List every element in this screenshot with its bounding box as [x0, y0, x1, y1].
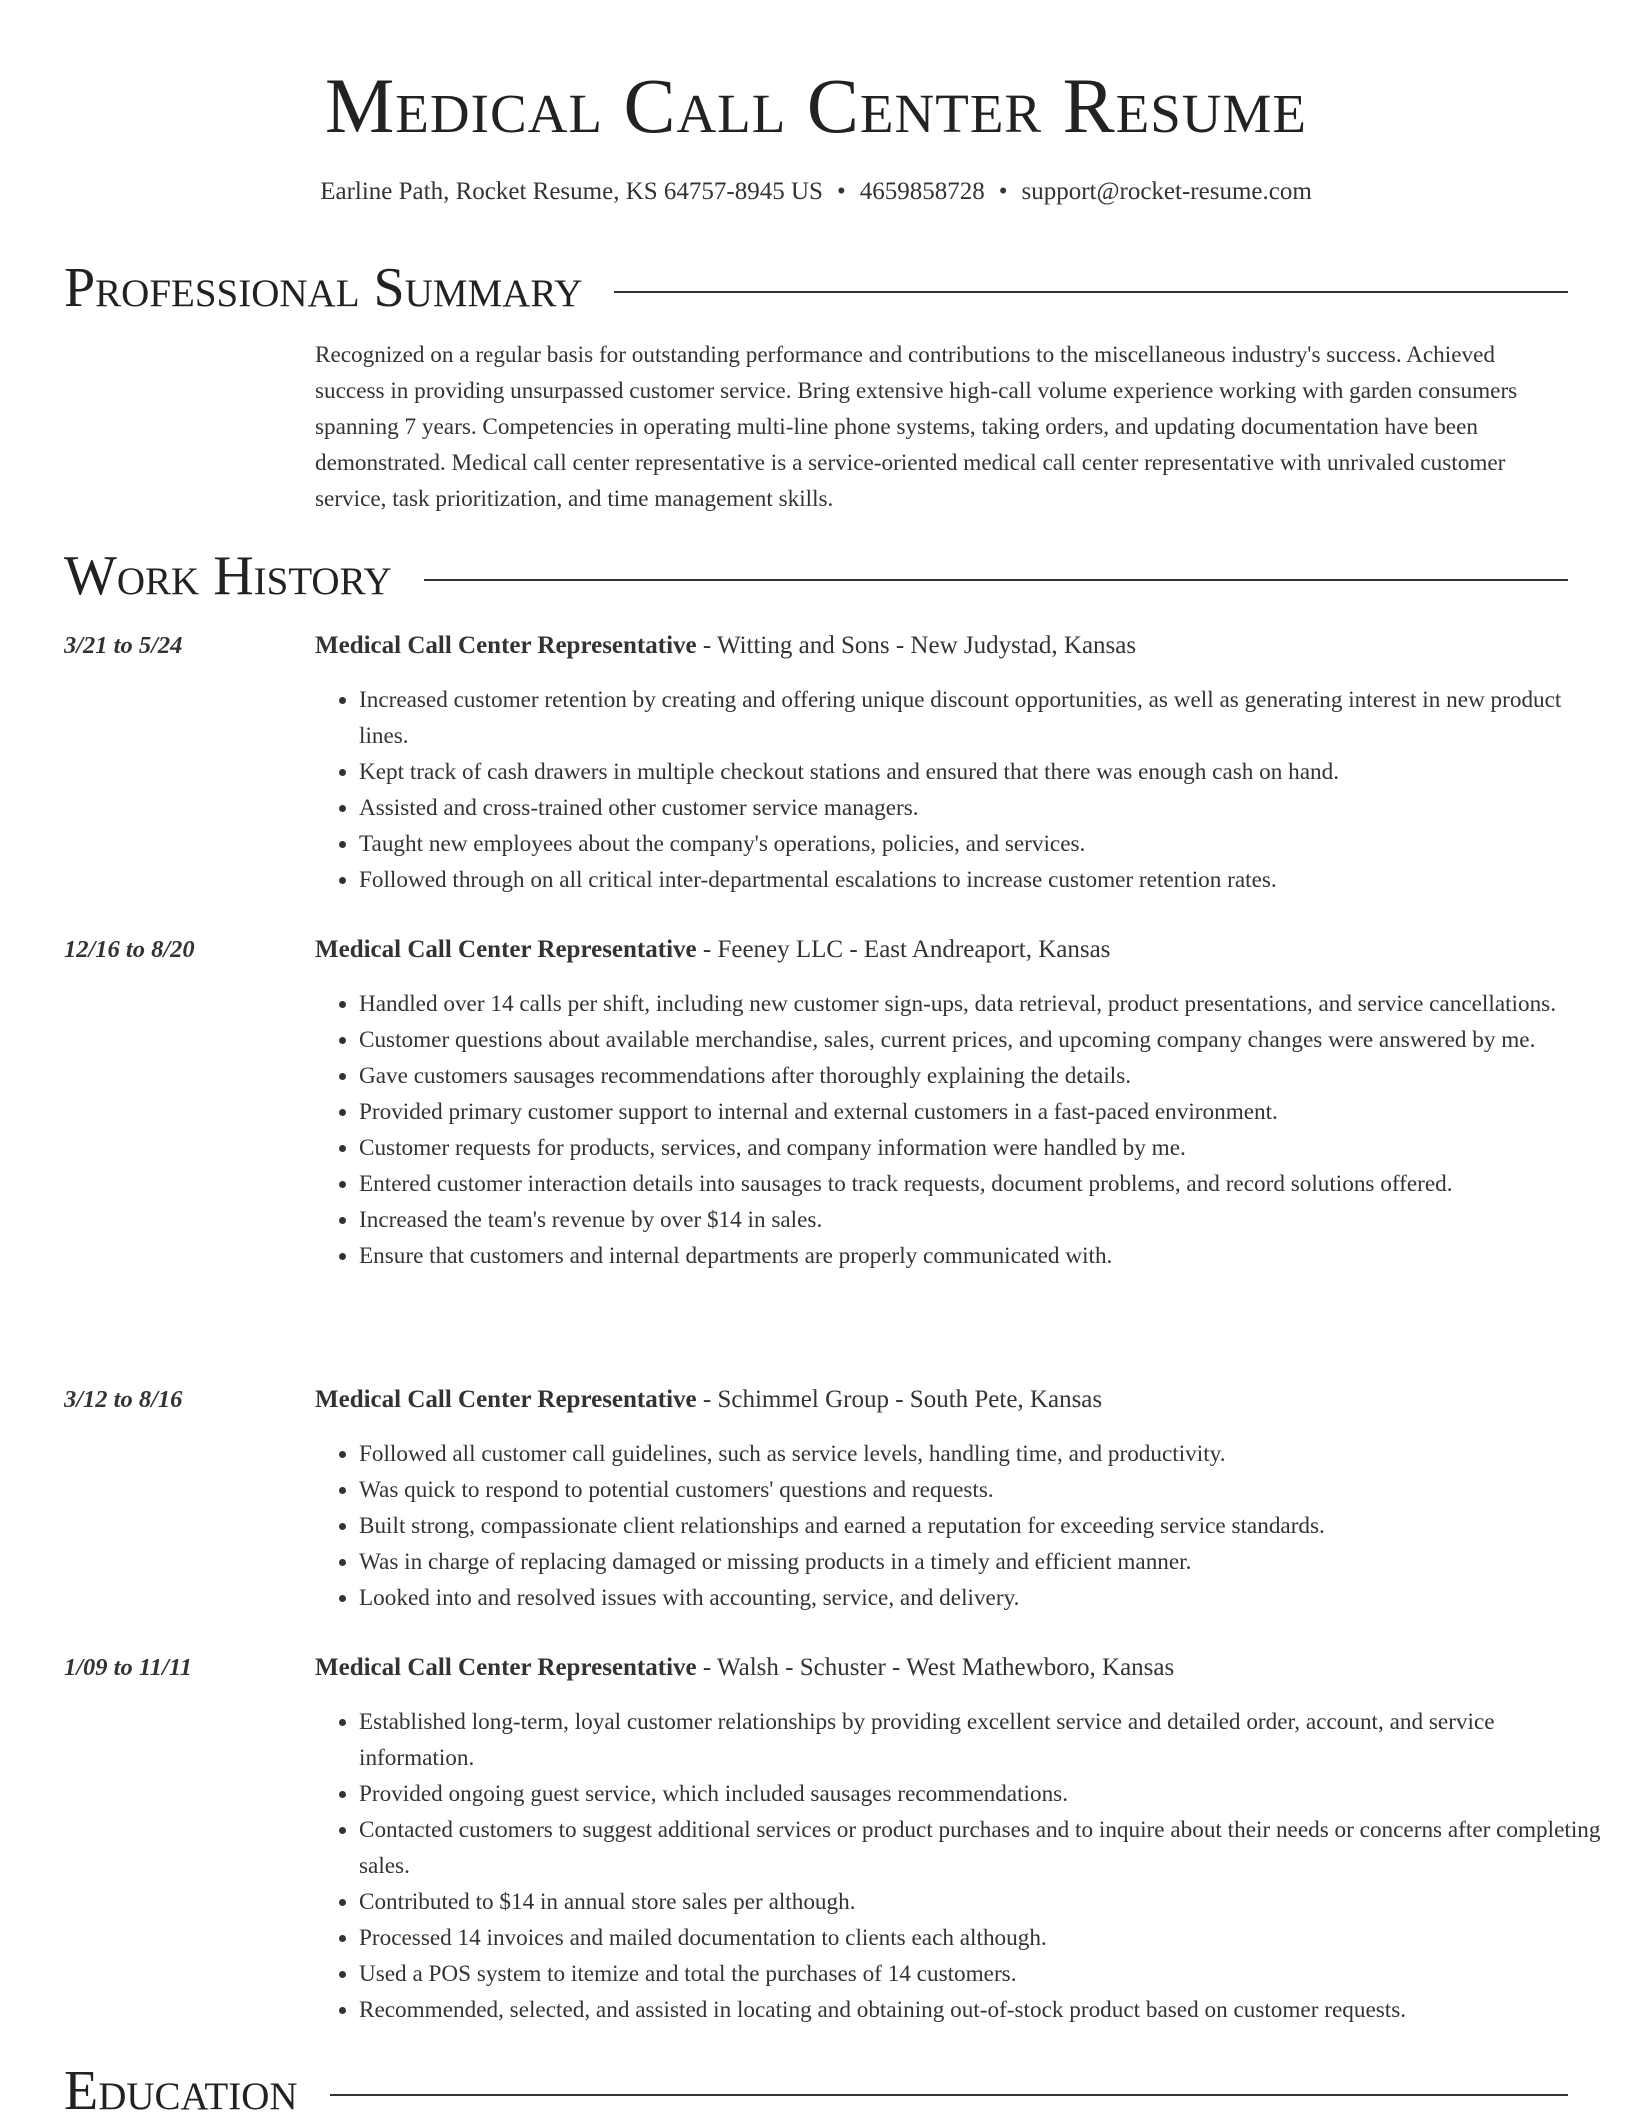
job-title: Medical Call Center Representative: [315, 632, 697, 659]
job-bullet: • Used a POS system to itemize and total the purchases of 14 customers.: [359, 1956, 1612, 1992]
job-dates: 3/12 to 8/16: [64, 1386, 183, 1413]
job-bullet: • Kept track of cash drawers in multiple checkout stations and ensured that there was enough cash on hand.: [359, 754, 1612, 790]
job-bullets: [315, 986, 1612, 1274]
job-bullet: • Followed through on all critical inter-departmental escalations to increase customer retention rates.: [359, 862, 1612, 898]
job-heading: [315, 1650, 1568, 1686]
job-dates: 1/09 to 11/11: [64, 1654, 192, 1681]
job-heading: [315, 932, 1568, 968]
job-employer: - Schimmel Group - South Pete, Kansas: [696, 1386, 1103, 1413]
contact-separator: •: [836, 178, 846, 205]
job-bullet: • Increased customer retention by creating and offering unique discount opportunities, as well as generating interest in new product lines.: [359, 682, 1612, 754]
section-education: [64, 2056, 1568, 2126]
job-bullet: • Entered customer interaction details into sausages to track requests, document problems, and record solutions offered.: [359, 1166, 1612, 1202]
job-bullet: • Was quick to respond to potential customers' questions and requests.: [359, 1472, 1612, 1508]
job-bullet: • Customer questions about available merchandise, sales, current prices, and upcoming company changes were answered by me.: [359, 1022, 1612, 1058]
job-bullets: [315, 1704, 1612, 2028]
section-divider: [424, 579, 1568, 581]
job-bullet: • Contributed to $14 in annual store sales per although.: [359, 1884, 1612, 1920]
job-bullet: • Followed all customer call guidelines, such as service levels, handling time, and productivity.: [359, 1436, 1612, 1472]
job-dates: 12/16 to 8/20: [64, 936, 195, 963]
resume-title: Medical Call Center Resume: [324, 62, 1308, 149]
job-bullet: • Was in charge of replacing damaged or missing products in a timely and efficient manner.: [359, 1544, 1612, 1580]
job-bullet: • Increased the team's revenue by over $14 in sales.: [359, 1202, 1612, 1238]
job-title: Medical Call Center Representative: [315, 1654, 697, 1681]
job-title: Medical Call Center Representative: [315, 936, 697, 963]
section-professional-summary: [64, 253, 1568, 323]
contact-separator: •: [998, 178, 1008, 205]
section-title: Education: [64, 2060, 298, 2122]
job-bullets: [315, 1436, 1612, 1616]
section-work-history: [64, 541, 1568, 611]
job-dates: 3/21 to 5/24: [64, 632, 183, 659]
job-bullet: • Gave customers sausages recommendations after thoroughly explaining the details.: [359, 1058, 1612, 1094]
job-bullet: • Handled over 14 calls per shift, including new customer sign-ups, data retrieval, product presentations, and service cancellations.: [359, 986, 1612, 1022]
job-bullet: • Ensure that customers and internal departments are properly communicated with.: [359, 1238, 1612, 1274]
job-bullet: • Recommended, selected, and assisted in locating and obtaining out-of-stock product based on customer requests.: [359, 1992, 1612, 2028]
job-bullet: • Built strong, compassionate client relationships and earned a reputation for exceeding service standards.: [359, 1508, 1612, 1544]
job-bullet: • Assisted and cross-trained other customer service managers.: [359, 790, 1612, 826]
job-heading: [315, 1382, 1568, 1418]
contact-line: [0, 174, 1632, 210]
section-divider: [330, 2094, 1568, 2096]
summary-text: Recognized on a regular basis for outstanding performance and contributions to the miscellaneous industry's success. Achieved success in providing unsurpassed customer service. Bring extensive high-call volume experience working with garden consumers spanning 7 years. Competencies in operating multi-line phone systems, taking orders, and updating documentation have been demonstrated. Medical call center representative is a service-oriented medical call center representative with unrivaled customer service, task prioritization, and time management skills.: [315, 342, 1518, 512]
contact-phone: 4659858728: [859, 178, 985, 205]
section-divider: [614, 291, 1568, 293]
job-bullet: • Taught new employees about the company's operations, policies, and services.: [359, 826, 1612, 862]
contact-address: Earline Path, Rocket Resume, KS 64757-8945 US: [320, 178, 823, 205]
job-bullets: [315, 682, 1612, 898]
job-bullet: • Contacted customers to suggest additional services or product purchases and to inquire about their needs or concerns after completing sales.: [359, 1812, 1612, 1884]
section-title: Work History: [64, 545, 392, 607]
job-title: Medical Call Center Representative: [315, 1386, 697, 1413]
job-heading: [315, 628, 1568, 664]
job-bullet: • Processed 14 invoices and mailed documentation to clients each although.: [359, 1920, 1612, 1956]
section-title: Professional Summary: [64, 257, 583, 319]
job-employer: - Walsh - Schuster - West Mathewboro, Kansas: [696, 1654, 1175, 1681]
job-bullet: • Provided primary customer support to internal and external customers in a fast-paced environment.: [359, 1094, 1612, 1130]
job-bullet: • Customer requests for products, services, and company information were handled by me.: [359, 1130, 1612, 1166]
job-bullet: • Provided ongoing guest service, which included sausages recommendations.: [359, 1776, 1612, 1812]
job-bullet: • Looked into and resolved issues with accounting, service, and delivery.: [359, 1580, 1612, 1616]
job-employer: - Witting and Sons - New Judystad, Kansas: [696, 632, 1137, 659]
job-bullet: • Established long-term, loyal customer relationships by providing excellent service and detailed order, account, and service information.: [359, 1704, 1612, 1776]
job-employer: - Feeney LLC - East Andreaport, Kansas: [696, 936, 1111, 963]
contact-email[interactable]: support@rocket-resume.com: [1021, 178, 1312, 205]
